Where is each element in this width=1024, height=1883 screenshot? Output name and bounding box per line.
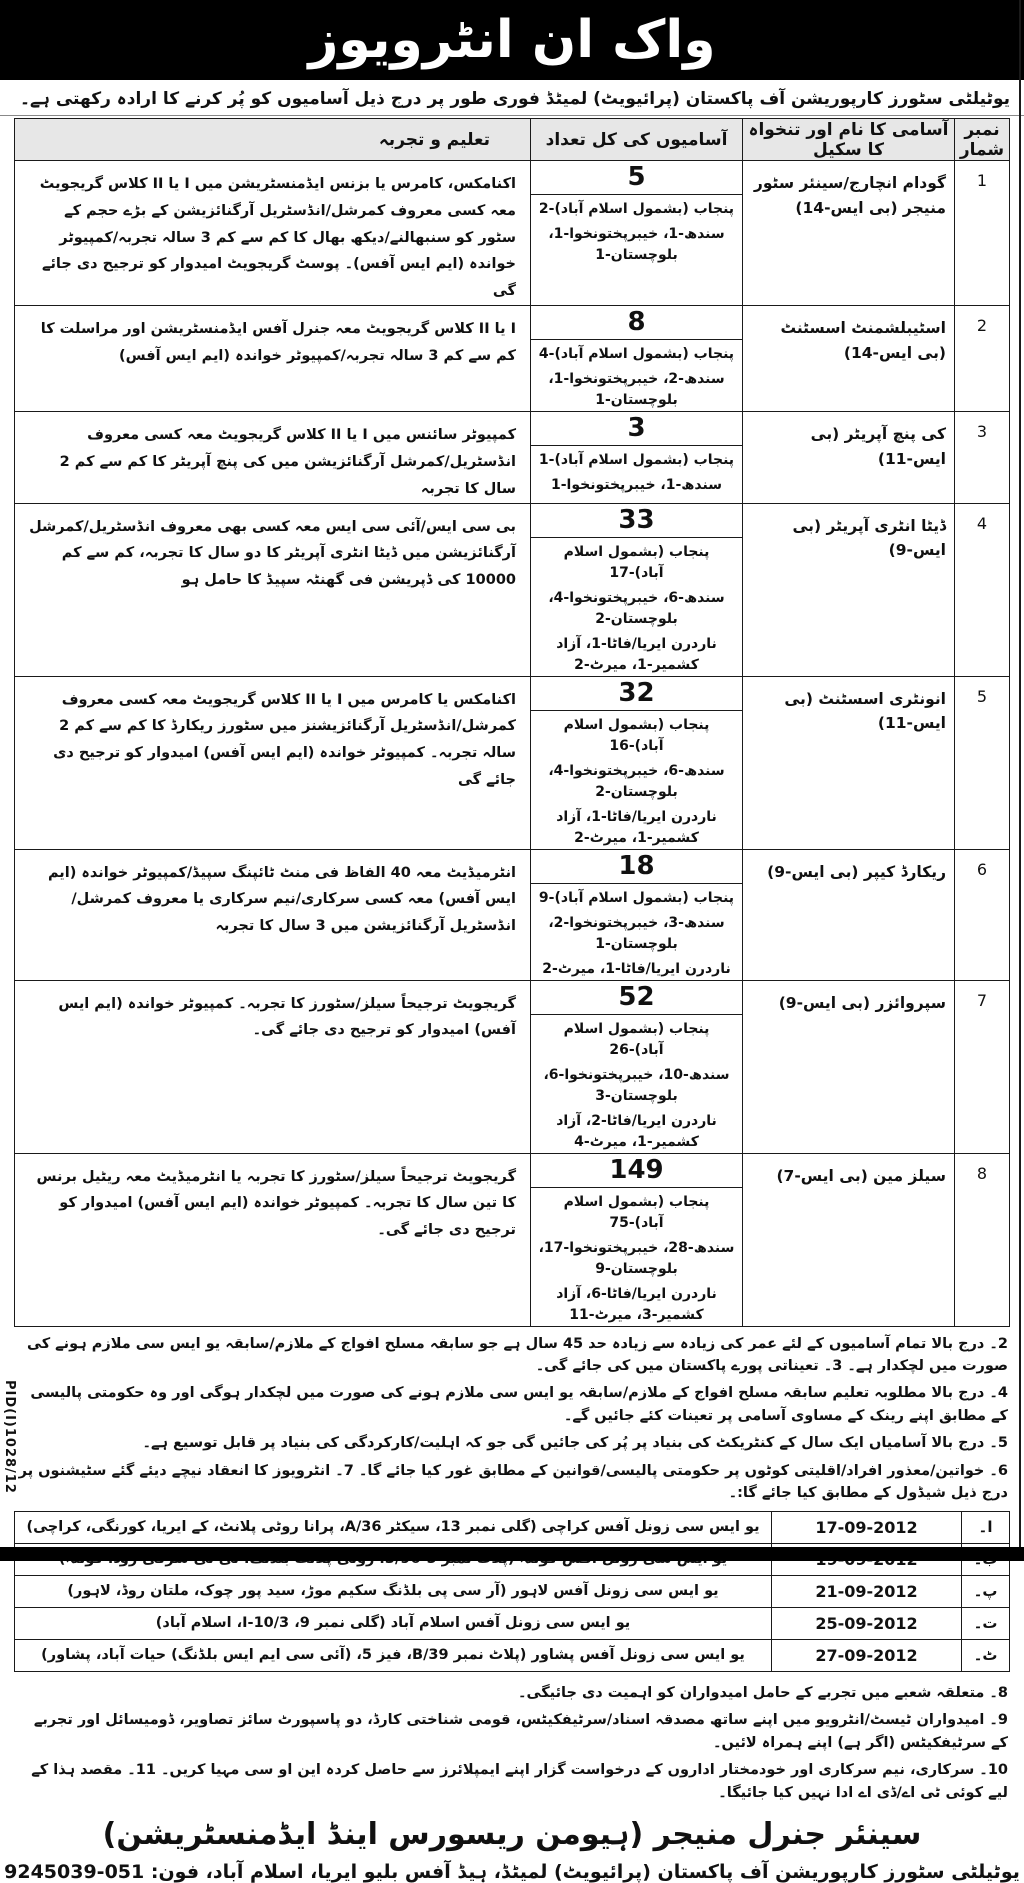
schedule-date: 17-09-2012	[772, 1511, 962, 1543]
total-count: 18	[531, 850, 742, 884]
organization-address: یوٹیلٹی سٹورز کارپوریشن آف پاکستان (پرائیویٹ) لمیٹڈ، ہیڈ آفس بلیو ایریا، اسلام آباد، فون: 051-9245039	[4, 1861, 1020, 1883]
serial-cell: 2	[955, 306, 1010, 412]
count-breakdown: سندھ-6، خیبرپختونخوا-4، بلوچستان-2	[548, 762, 725, 800]
count-breakdown: ناردرن ایریا/فاٹا-6، آزاد کشمیر-3، میرٹ-11	[556, 1285, 717, 1323]
schedule-serial: ٹ۔	[962, 1639, 1010, 1671]
interview-schedule-table	[14, 1511, 1010, 1672]
count-breakdown: پنجاب (بشمول اسلام آباد)-2	[538, 201, 735, 217]
additional-notes	[16, 1682, 1008, 1804]
count-breakdown: سندھ-10، خیبرپختونخوا-6، بلوچستان-3	[543, 1066, 730, 1104]
note-line: 6۔ خواتین/معذور افراد/اقلیتی کوٹوں پر حکومتی پالیسی/قوانین کے مطابق غور کیا جائے گا۔ 7۔ انٹرویوز کا انعقاد نیچے دیئے گئے سٹیشنوں پر درج ذیل شیڈول کے مطابق کیا جائے گا:۔	[18, 1462, 1008, 1502]
education-cell: گریجویٹ ترجیحاً سیلز/سٹورز کا تجربہ یا انٹرمیڈیٹ معہ ریٹیل برنس کا تین سال کا تجربہ۔ کمپیوٹر خواندہ (ایم ایس آفس) امیدوار کو ترجیح دی جائے گی۔	[15, 1153, 531, 1326]
serial-cell: 6	[955, 849, 1010, 980]
education-cell: گریجویٹ ترجیحاً سیلز/سٹورز کا تجربہ۔ کمپیوٹر خواندہ (ایم ایس آفس) امیدوار کو ترجیح دی جائے گی۔	[15, 980, 531, 1153]
title-banner	[0, 0, 1024, 80]
serial-cell: 3	[955, 412, 1010, 503]
count-cell	[531, 161, 743, 306]
table-header-row	[15, 119, 1010, 161]
serial-cell: 5	[955, 676, 1010, 849]
post-cell: اسٹیبلشمنٹ اسسٹنٹ (بی ایس-14)	[743, 306, 955, 412]
general-notes	[16, 1333, 1008, 1505]
note-line: 2۔ درج بالا تمام آسامیوں کے لئے عمر کی زیادہ سے زیادہ حد 45 سال ہے جو سابقہ مسلح افواج کے ملازم/سابقہ یو ایس سی ملازم ہونے کی صورت میں لچکدار ہے۔ 3۔ تعیناتی پورے پاکستان میں کی جائے گی۔	[27, 1335, 1008, 1374]
schedule-serial: ا۔	[962, 1511, 1010, 1543]
schedule-address: یو ایس سی زونل آفس کراچی (گلی نمبر 13، سیکٹر 36/A، پرانا روٹی پلانٹ، کے ایریا، کورنگی، کراچی)	[15, 1511, 772, 1543]
count-cell	[531, 849, 743, 980]
table-row	[15, 980, 1010, 1153]
count-breakdown: پنجاب (بشمول اسلام آباد)-26	[563, 1020, 710, 1058]
post-cell: ڈیٹا انٹری آپریٹر (بی ایس-9)	[743, 503, 955, 676]
note-line: 8۔ متعلقہ شعبے میں تجربے کے حامل امیدواران کو اہمیت دی جائیگی۔	[518, 1684, 1008, 1701]
footer	[0, 1812, 1024, 1883]
count-breakdown: سندھ-6، خیبرپختونخوا-4، بلوچستان-2	[548, 589, 725, 627]
schedule-date: 27-09-2012	[772, 1639, 962, 1671]
count-breakdown: سندھ-2، خیبرپختونخوا-1، بلوچستان-1	[548, 371, 725, 409]
count-cell	[531, 980, 743, 1153]
schedule-serial: ت۔	[962, 1607, 1010, 1639]
schedule-address: یو ایس سی زونل آفس پشاور (پلاٹ نمبر 39/B، فیز 5، (آئی سی ایم ایس بلڈنگ) حیات آباد، پشاور)	[15, 1639, 772, 1671]
count-breakdown: ناردرن ایریا/فاٹا-1، آزاد کشمیر-1، میرٹ-2	[556, 808, 717, 846]
signature-title: سینئر جنرل منیجر (ہیومن ریسورس اینڈ ایڈمنسٹریشن)	[102, 1817, 922, 1853]
count-breakdown: ناردرن ایریا/فاٹا-1، آزاد کشمیر-1، میرٹ-2	[556, 635, 717, 673]
count-breakdown: پنجاب (بشمول اسلام آباد)-16	[563, 716, 710, 754]
count-breakdown: پنجاب (بشمول اسلام آباد)-75	[563, 1193, 710, 1231]
schedule-row	[15, 1639, 1010, 1671]
table-row	[15, 849, 1010, 980]
count-breakdown: ناردرن ایریا/فاٹا-1، میرٹ-2	[542, 960, 731, 977]
header-serial: نمبر شمار	[955, 119, 1010, 161]
count-breakdown: سندھ-3، خیبرپختونخوا-2، بلوچستان-1	[548, 914, 725, 952]
count-breakdown: سندھ-28، خیبرپختونخوا-17، بلوچستان-9	[538, 1239, 735, 1277]
schedule-serial: پ۔	[962, 1575, 1010, 1607]
note-line: 10۔ سرکاری، نیم سرکاری اور خودمختار اداروں کے درخواست گزار اپنے ایمپلائرز سے حاصل کردہ این او سی مہیا کریں۔ 11۔ مقصد ہذا کے لیے کوئی ٹی اے/ڈی اے ادا نہیں کیا جائیگا۔	[31, 1762, 1008, 1801]
schedule-row	[15, 1607, 1010, 1639]
table-row	[15, 676, 1010, 849]
education-cell: اکنامکس، کامرس یا بزنس ایڈمنسٹریشن میں I یا II کلاس گریجویٹ معہ کسی معروف کمرشل/انڈسٹریل آرگنائزیشن کے بڑے حجم کے سٹور کو سنبھالنے/دیکھ بھال کا کم سے کم 3 سالہ تجربہ/کمپیوٹر خواندہ (ایم ایس آفس)۔ پوسٹ گریجویٹ امیدوار کو ترجیح دی جائے گی	[15, 161, 531, 306]
total-count: 149	[531, 1154, 742, 1188]
schedule-row	[15, 1511, 1010, 1543]
education-cell: کمپیوٹر سائنس میں I یا II کلاس گریجویٹ معہ کسی معروف انڈسٹریل/کمرشل آرگنائزیشن میں کی پنچ آپریٹر کا کم سے کم 2 سال کا تجربہ	[15, 412, 531, 503]
header-count: آسامیوں کی کل تعداد	[531, 119, 743, 161]
schedule-address: یو ایس سی زونل آفس اسلام آباد (گلی نمبر 9، I-10/3، اسلام آباد)	[15, 1607, 772, 1639]
intro-text: یوٹیلٹی سٹورز کارپوریشن آف پاکستان (پرائیویٹ) لمیٹڈ فوری طور پر درج ذیل آسامیوں کو پُر کرنے کا ارادہ رکھتی ہے۔	[0, 80, 1024, 116]
serial-cell: 1	[955, 161, 1010, 306]
header-education: تعلیم و تجربہ	[15, 119, 531, 161]
post-cell: انونٹری اسسٹنٹ (بی ایس-11)	[743, 676, 955, 849]
post-cell: کی پنچ آپریٹر (بی ایس-11)	[743, 412, 955, 503]
count-breakdown: ناردرن ایریا/فاٹا-2، آزاد کشمیر-1، میرٹ-4	[556, 1112, 717, 1150]
count-cell	[531, 306, 743, 412]
count-breakdown: سندھ-1، خیبرپختونخوا-1، بلوچستان-1	[548, 226, 725, 263]
header-post: آسامی کا نام اور تنخواہ کا سکیل	[743, 119, 955, 161]
table-row	[15, 503, 1010, 676]
ad-title: واک ان انٹرویوز	[308, 10, 716, 70]
schedule-row	[15, 1575, 1010, 1607]
note-line: 9۔ امیدواران ٹیسٹ/انٹرویو میں اپنے ساتھ مصدقہ اسناد/سرٹیفکیٹس، قومی شناختی کارڈ، دو پاسپورٹ سائز تصاویر، ڈومیسائل اور تجربے کے سرٹیفکیٹس (اگر ہے) اپنے ہمراہ لائیں۔	[33, 1712, 1008, 1751]
serial-cell: 7	[955, 980, 1010, 1153]
schedule-address: یو ایس سی زونل آفس لاہور (آر سی پی بلڈنگ سکیم موڑ، سید پور چوک، ملتان روڈ، لاہور)	[15, 1575, 772, 1607]
schedule-date: 25-09-2012	[772, 1607, 962, 1639]
post-cell: سیلز مین (بی ایس-7)	[743, 1153, 955, 1326]
table-row	[15, 412, 1010, 503]
total-count: 8	[531, 306, 742, 340]
count-breakdown: پنجاب (بشمول اسلام آباد)-1	[538, 452, 735, 469]
note-line: 5۔ درج بالا آسامیاں ایک سال کے کنٹریکٹ کی بنیاد پر پُر کی جائیں گی جو کہ اہلیت/کارکردگی کی بنیاد پر قابل توسیع ہے۔	[142, 1435, 1008, 1452]
count-breakdown: پنجاب (بشمول اسلام آباد)-9	[538, 889, 735, 906]
schedule-date: 21-09-2012	[772, 1575, 962, 1607]
post-cell: سپروائزر (بی ایس-9)	[743, 980, 955, 1153]
table-row	[15, 161, 1010, 306]
page-edge-line	[1019, 0, 1021, 1561]
count-breakdown: پنجاب (بشمول اسلام آباد)-4	[538, 346, 735, 363]
table-row	[15, 306, 1010, 412]
count-cell	[531, 1153, 743, 1326]
total-count: 52	[531, 981, 742, 1015]
serial-cell: 8	[955, 1153, 1010, 1326]
education-cell: بی سی ایس/آئی سی ایس معہ کسی بھی معروف انڈسٹریل/کمرشل آرگنائزیشن میں ڈیٹا انٹری آپریٹر کا دو سال کا تجربہ، کم سے کم 10000 کی ڈپریشن فی گھنٹہ سپیڈ کا حامل ہو	[15, 503, 531, 676]
education-cell: اکنامکس یا کامرس میں I یا II کلاس گریجویٹ معہ کسی معروف کمرشل/انڈسٹریل آرگنائزیشنز میں سٹورز ریکارڈ کا کم سے کم 2 سالہ تجربہ۔ کمپیوٹر خواندہ (ایم ایس آفس) امیدوار کو ترجیح دی جائے گی	[15, 676, 531, 849]
education-cell: انٹرمیڈیٹ معہ 40 الفاظ فی منٹ ٹائپنگ سپیڈ/کمپیوٹر خواندہ (ایم ایس آفس) معہ کسی سرکاری/نیم سرکاری یا معروف کمرشل/انڈسٹریل آرگنائزیشن میں 3 سال کا تجربہ	[15, 849, 531, 980]
note-line: 4۔ درج بالا مطلوبہ تعلیم سابقہ مسلح افواج کے ملازم/سابقہ یو ایس سی ملازم ہونے کی صورت میں لچکدار ہوگی اور وہ حکومتی پالیسی کے مطابق اپنے رینک کے مساوی آسامی پر تعینات کئے جائیں گے۔	[30, 1385, 1008, 1424]
post-cell: ریکارڈ کیپر (بی ایس-9)	[743, 849, 955, 980]
pid-number: PID(I)1028/12	[2, 1380, 17, 1494]
post-cell: گودام انچارج/سینئر سٹور منیجر (بی ایس-14)	[743, 161, 955, 306]
total-count: 32	[531, 677, 742, 711]
count-breakdown: سندھ-1، خیبرپختونخوا-1	[550, 477, 722, 494]
total-count: 5	[531, 161, 742, 195]
total-count: 33	[531, 504, 742, 538]
total-count: 3	[531, 412, 742, 446]
table-row	[15, 1153, 1010, 1326]
serial-cell: 4	[955, 503, 1010, 676]
count-breakdown: پنجاب (بشمول اسلام آباد)-17	[563, 543, 710, 581]
bottom-black-bar	[0, 1547, 1024, 1561]
count-cell	[531, 412, 743, 503]
count-cell	[531, 676, 743, 849]
vacancies-table	[14, 118, 1010, 1327]
count-cell	[531, 503, 743, 676]
education-cell: I یا II کلاس گریجویٹ معہ جنرل آفس ایڈمنسٹریشن اور مراسلت کا کم سے کم 3 سالہ تجربہ/کمپیوٹر خواندہ (ایم ایس آفس)	[15, 306, 531, 412]
